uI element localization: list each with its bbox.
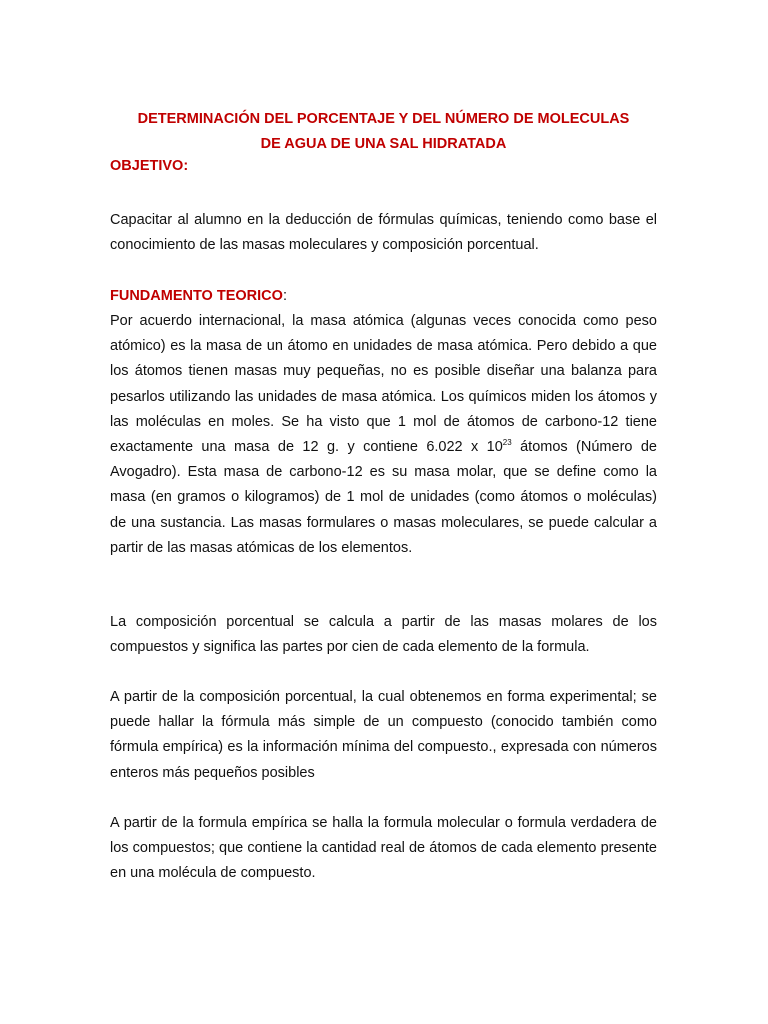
fundamento-paragraph-4: A partir de la formula empírica se halla la formula molecular o formula verdadera de los compuestos; que contiene la cantidad real de átomos de cada elemento presente en una molécula de compuesto. <box>110 815 657 882</box>
avogadro-exponent: 23 <box>502 438 512 448</box>
fundamento-heading-colon: : <box>282 288 287 304</box>
document-title-line-1: DETERMINACIÓN DEL PORCENTAJE Y DEL NÚMERO DE MOLECULAS <box>137 111 630 127</box>
paragraph-1-text-a: Por acuerdo internacional, la masa atómica (algunas veces conocida como peso atómico) es la masa de un átomo en unidades de masa atómica. Pero debido a que los átomos tienen masas muy pequeñas, no es posible diseñar una balanza para pesarlos utilizando las unidades de masa atómica. Los químicos miden los átomos y las moléculas en moles. Se ha visto que 1 mol de átomos de carbono-12 tiene exactamente una masa de 12 g. y contiene 6.022 x 10 <box>110 313 657 456</box>
fundamento-heading-text: FUNDAMENTO TEORICO <box>110 288 283 304</box>
fundamento-heading <box>110 284 287 309</box>
paragraph-1-text-b: átomos (Número de Avogadro). Esta masa de carbono-12 es su masa molar, que se define como la masa (en gramos o kilogramos) de 1 mol de unidades (como átomos o moléculas) de una sustancia. Las masas formulares o masas moleculares, se puede calcular a partir de las masas atómicas de los elementos. <box>110 439 657 556</box>
objetivo-heading: OBJETIVO: <box>110 158 189 174</box>
fundamento-paragraph-1 <box>110 309 657 561</box>
document-title-line-2: DE AGUA DE UNA SAL HIDRATADA <box>260 136 507 152</box>
fundamento-paragraph-2: La composición porcentual se calcula a partir de las masas molares de los compuestos y significa las partes por cien de cada elemento de la formula. <box>110 614 657 656</box>
objetivo-paragraph: Capacitar al alumno en la deducción de fórmulas químicas, teniendo como base el conocimiento de las masas moleculares y composición porcentual. <box>110 212 657 254</box>
fundamento-paragraph-3: A partir de la composición porcentual, la cual obtenemos en forma experimental; se puede hallar la fórmula más simple de un compuesto (conocido también como fórmula empírica) es la información mínima del compuesto., expresada con números enteros más pequeños posibles <box>110 689 657 781</box>
